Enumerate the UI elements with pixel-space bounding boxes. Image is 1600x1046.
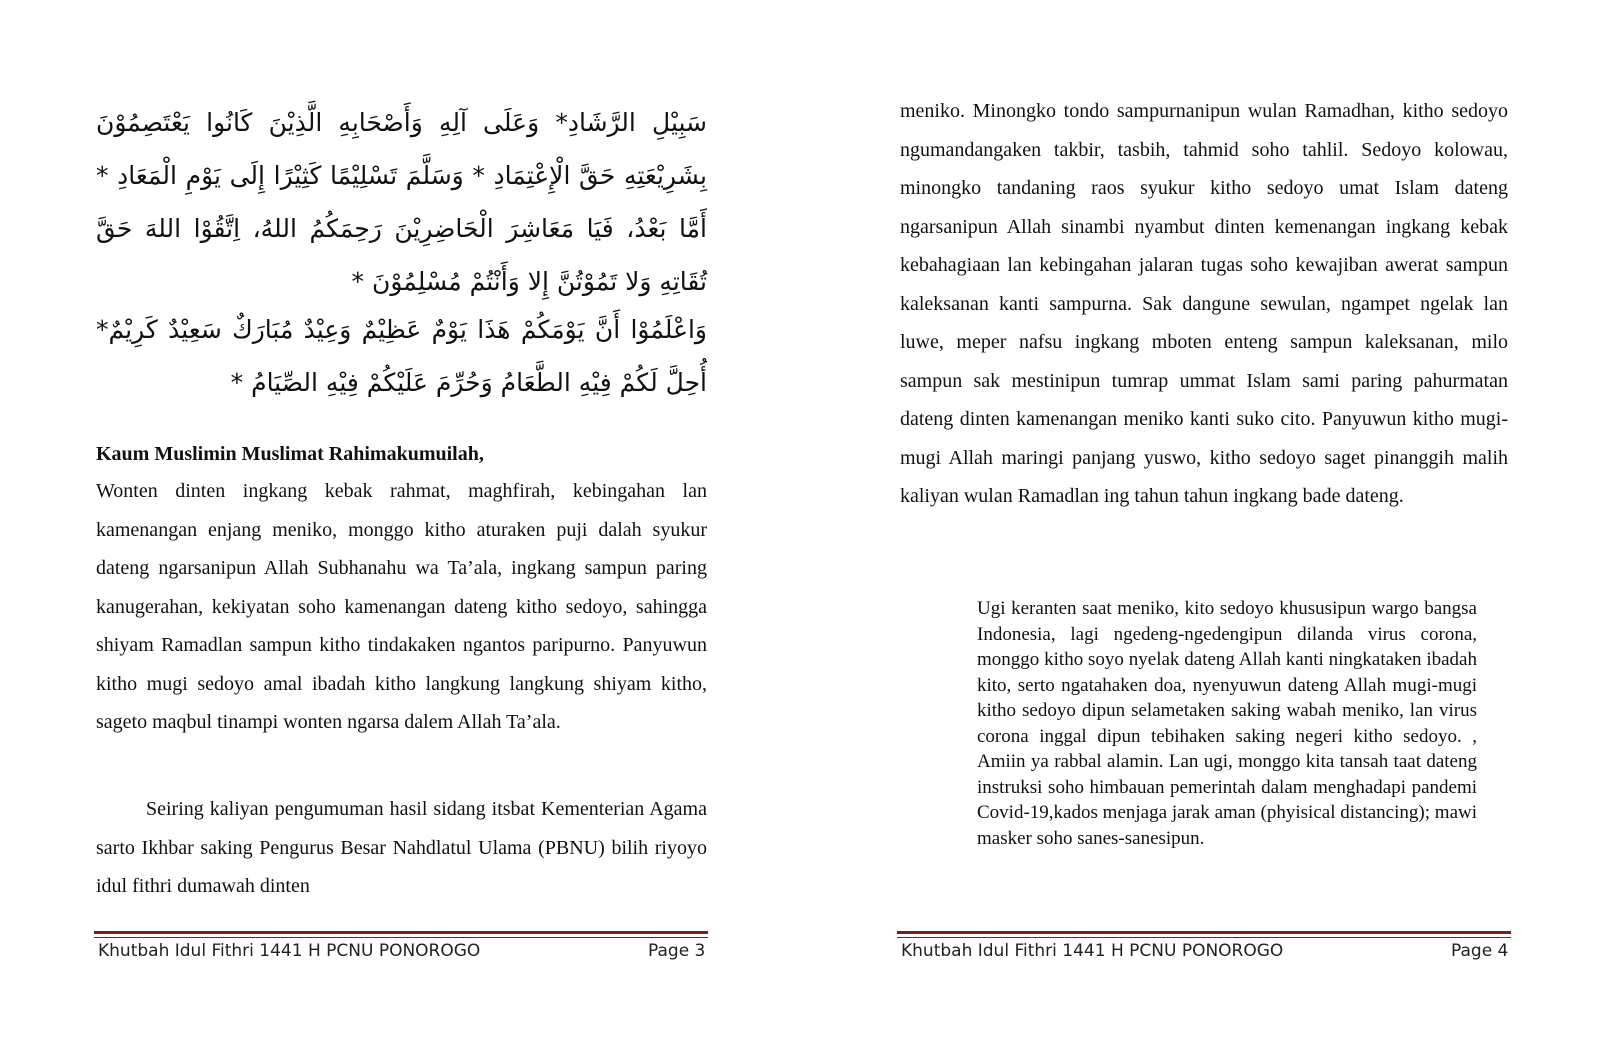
block-quote: Ugi keranten saat meniko, kito sedoyo khususipun wargo bangsa Indonesia, lagi ngedeng-ngedengipun dilanda virus corona, monggo kitho soyo nyelak dateng Allah kanti ningkataken ibadah kito, serto ngatahaken doa, nyenyuwun dateng Allah mugi-mugi kitho sedoyo dipun selametaken saking wabah meniko, lan virus corona inggal dipun tebihaken saking negeri kitho sedoyo. , Amiin ya rabbal alamin. Lan ugi, monggo kita tansah taat dateng instruksi soho himbauan pemerintah dalam menghadapi pandemi Covid-19,kados menjaga jarak aman (phyisical distancing); mawi masker soho sanes-sanesipun.: [977, 598, 1477, 849]
footer-title-right: Khutbah Idul Fithri 1441 H PCNU PONOROGO: [901, 941, 1284, 961]
footer-rule-left: [94, 931, 708, 938]
page-number-right: Page 4: [1451, 941, 1509, 961]
footer-title-left: Khutbah Idul Fithri 1441 H PCNU PONOROGO: [98, 941, 481, 961]
paragraph-1: Wonten dinten ingkang kebak rahmat, maghfirah, kebingahan lan kamenangan enjang meniko, monggo kitho aturaken puji dalah syukur dateng ngarsanipun Allah Subhanahu wa Ta’ala, ingkang sampun paring kanugerahan, kekiyatan soho kamenangan dateng kitho sedoyo, sahingga shiyam Ramadlan sampun kitho tindakaken ngantos paripurno. Panyuwun kitho mugi sedoyo amal ibadah kitho langkung langkung shiyam kitho, sageto maqbul tinampi wonten ngarsa dalem Allah Ta’ala.: [96, 480, 707, 733]
paragraph-2: Seiring kaliyan pengumuman hasil sidang itsbat Kementerian Agama sarto Ikhbar saking Pengurus Besar Nahdlatul Ulama (PBNU) bilih riyoyo idul fithri dumawah dinten: [96, 798, 707, 897]
section-heading: Kaum Muslimin Muslimat Rahimakumuilah,: [96, 443, 484, 465]
paragraph-right-1: meniko. Minongko tondo sampurnanipun wulan Ramadhan, kitho sedoyo ngumandangaken takbir, tasbih, tahmid soho tahlil. Sedoyo kolowau, minongko tandaning raos syukur kitho sedoyo umat Islam dateng ngarsanipun Allah sinambi nyambut dinten kemenangan ingkang kebak kebahagiaan lan kebingahan jalaran tugas soho kewajiban awerat sampun kaleksanan kanti sampurna. Sak dangune sewulan, ngampet ngelak lan luwe, meper nafsu ingkang mboten enteng sampun kaleksanan, milo sampun sak mestinipun tumrap ummat Islam sami paring pahurmatan dateng dinten kamenangan meniko kanti suko cito. Panyuwun kitho mugi-mugi Allah maringi panjang yuswo, kitho sedoyo saget pinanggih malih kaliyan wulan Ramadlan ing tahun tahun ingkang bade dateng.: [900, 100, 1508, 507]
arabic-text-block-1: سَبِيْلِ الرَّشَادِ* وَعَلَى آلِهِ وَأَصْحَابِهِ الَّذِيْنَ كَانُوا يَعْتَصِمُوْنَ بِشَرِيْعَتِهِ حَقَّ الْإِعْتِمَادِ * وَسَلَّمَ تَسْلِيْمًا كَثِيْرًا إِلَى يَوْمِ الْمَعَادِ * أَمَّا بَعْدُ، فَيَا مَعَاشِرَ الْحَاضِرِيْنَ رَحِمَكُمُ اللهُ، اِتَّقُوْا اللهَ حَقَّ تُقَاتِهِ وَلا تَمُوْتُنَّ إِلا وَأَنْتُمْ مُسْلِمُوْنَ *: [96, 108, 707, 296]
arabic-text-block-2: وَاعْلَمُوْا أَنَّ يَوْمَكُمْ هَذَا يَوْمٌ عَظِيْمٌ وَعِيْدٌ مُبَارَكٌ سَعِيْدٌ كَرِيْمٌ* أُحِلَّ لَكُمْ فِيْهِ الطَّعَامُ وَحُرِّمَ عَلَيْكُمْ فِيْهِ الصِّيَامُ *: [96, 315, 707, 397]
page-number-left: Page 3: [648, 941, 706, 961]
page-right: [900, 0, 1508, 1046]
page-left: [96, 0, 707, 1046]
footer-rule-right: [897, 931, 1511, 938]
